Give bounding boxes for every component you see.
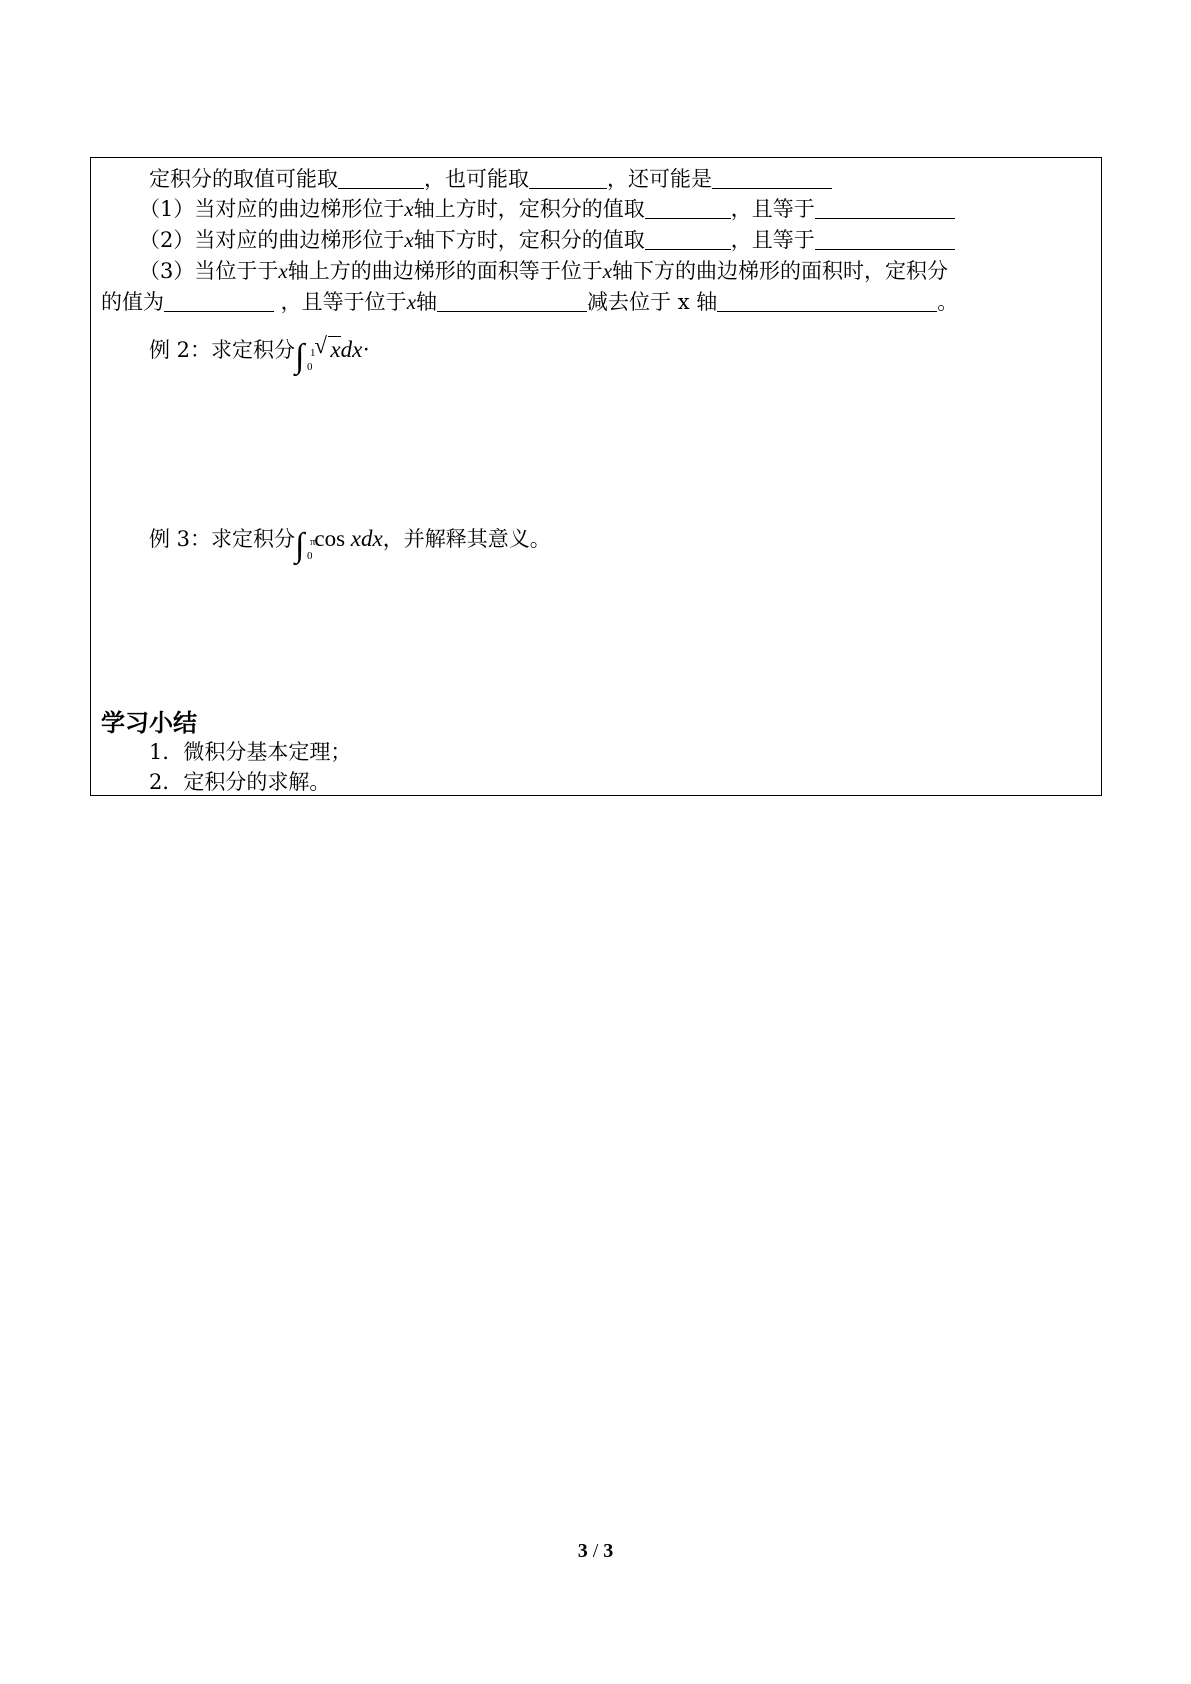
summary-heading: 学习小结 xyxy=(101,709,197,737)
worksheet-box xyxy=(90,157,1102,796)
text-line-case-1: （1）当对应的曲边梯形位于x轴上方时，定积分的值取 ，且等于 xyxy=(91,194,1101,224)
text-line-case-3-cont: 的值为 ，且等于位于x轴 减去位于 x 轴 。 xyxy=(101,290,959,314)
fill-blank[interactable] xyxy=(815,229,955,250)
integral-sign: ∫ π 0 xyxy=(295,527,316,564)
sqrt-symbol: √ x xyxy=(314,333,341,362)
fill-blank[interactable] xyxy=(815,198,955,219)
text-line-case-3: （3）当位于于x轴上方的曲边梯形的面积等于位于x轴下方的曲边梯形的面积时，定积分 xyxy=(139,259,949,283)
fill-blank[interactable] xyxy=(164,291,274,312)
fill-blank[interactable] xyxy=(645,229,731,250)
fill-blank[interactable] xyxy=(645,198,731,219)
fill-blank[interactable] xyxy=(529,168,607,189)
summary-item: 2．定积分的求解。 xyxy=(149,770,331,794)
example-2: 例 2：求定积分∫ 1 0 √ xdx· xyxy=(149,333,370,375)
text-line-value-range: 定积分的取值可能取 ，也可能取 ，还可能是 xyxy=(91,164,1101,194)
fill-blank[interactable] xyxy=(437,291,587,312)
text-line-case-2: （2）当对应的曲边梯形位于x轴下方时，定积分的值取 ，且等于 xyxy=(91,225,1101,255)
summary-item: 1．微积分基本定理； xyxy=(149,740,352,764)
fill-blank[interactable] xyxy=(338,168,424,189)
integral-sign: ∫ 1 0 xyxy=(295,338,316,375)
example-3: 例 3：求定积分∫ π 0 cos xdx，并解释其意义。 xyxy=(149,526,551,564)
page-number: 3 / 3 xyxy=(577,1540,614,1562)
fill-blank[interactable] xyxy=(712,168,832,189)
fill-blank[interactable] xyxy=(717,291,937,312)
